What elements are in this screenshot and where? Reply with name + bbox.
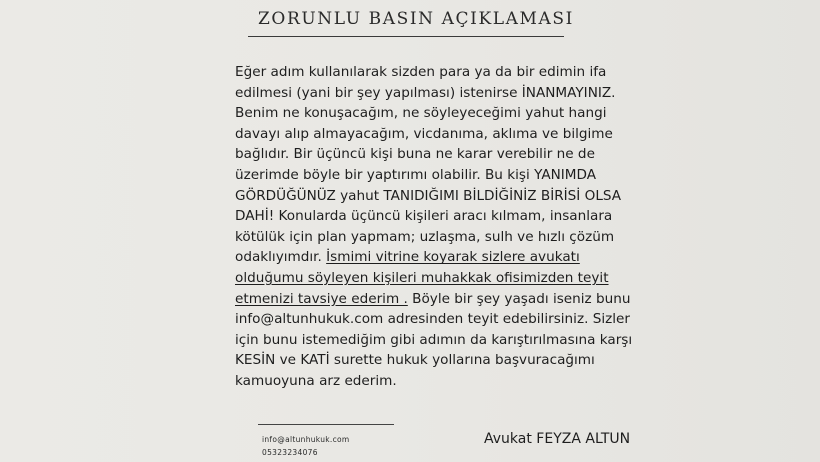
footer-divider — [258, 424, 394, 425]
body-line — [235, 247, 625, 268]
body-text-segment: bağlıdır. Bir üçüncü kişi buna ne karar verebilir ne de — [235, 146, 595, 163]
body-line — [235, 371, 625, 392]
body-line — [235, 124, 625, 145]
body-line — [235, 268, 625, 289]
body-text-segment: Eğer adım kullanılarak sizden para ya da bir edimin ifa — [235, 64, 607, 80]
body-text-segment: için bunu istemediğim gibi adımın da karıştırılmasına karşı — [235, 331, 633, 348]
statement-body — [235, 62, 633, 392]
signature: Avukat FEYZA ALTUN — [484, 431, 631, 447]
body-text-segment: info@altunhukuk.com adresinden teyit edebilirsiniz. Sizler — [235, 311, 630, 328]
body-line — [235, 206, 625, 227]
body-line — [235, 309, 630, 330]
body-text-segment: Böyle bir şey yaşadı iseniz bunu — [407, 290, 631, 307]
title-divider — [248, 36, 564, 37]
contact-block — [262, 433, 350, 459]
body-line — [235, 144, 625, 165]
contact-email: info@altunhukuk.com — [262, 435, 350, 444]
body-text-segment: kötülük için plan yapmam; uzlaşma, sulh ve hızlı çözüm — [235, 228, 615, 245]
body-line — [235, 62, 625, 83]
body-text-segment: odaklıyımdır. — [235, 249, 327, 266]
body-text-segment: KESİN ve KATİ surette hukuk yollarına başvuracağımı — [235, 352, 595, 369]
body-line — [235, 103, 625, 124]
underlined-text: etmenizi tavsiye ederim . — [235, 290, 408, 307]
body-text-segment: edilmesi (yani bir şey yapılması) istenirse İNANMAYINIZ. — [235, 84, 616, 101]
body-line — [235, 227, 625, 248]
underlined-text: İsmimi vitrine koyarak sizlere avukatı — [326, 249, 580, 266]
body-text-segment: GÖRDÜĞÜNÜZ yahut TANIDIĞIMI BİLDİĞİNİZ BİRİSİ OLSA — [235, 187, 622, 204]
body-text-segment: davayı alıp almayacağım, vicdanıma, aklıma ve bilgime — [235, 125, 613, 142]
contact-phone: 05323234076 — [262, 448, 318, 457]
body-text-segment: üzerimde böyle bir yaptırımı olabilir. Bu kişi YANIMDA — [235, 166, 597, 183]
body-line — [235, 350, 625, 371]
body-line — [235, 289, 631, 310]
body-line — [235, 165, 625, 186]
document-title: ZORUNLU BASIN AÇIKLAMASI — [258, 9, 574, 29]
body-text-segment: Benim ne konuşacağım, ne söyleyeceğimi yahut hangi — [235, 105, 607, 122]
body-text-segment: kamuoyuna arz ederim. — [235, 372, 397, 389]
body-line — [235, 186, 625, 207]
body-line — [235, 83, 625, 104]
underlined-text: olduğumu söyleyen kişileri muhakkak ofisimizden teyit — [235, 269, 609, 286]
body-text-segment: DAHİ! Konularda üçüncü kişileri aracı kılmam, insanlara — [235, 208, 613, 225]
body-line — [235, 330, 633, 351]
